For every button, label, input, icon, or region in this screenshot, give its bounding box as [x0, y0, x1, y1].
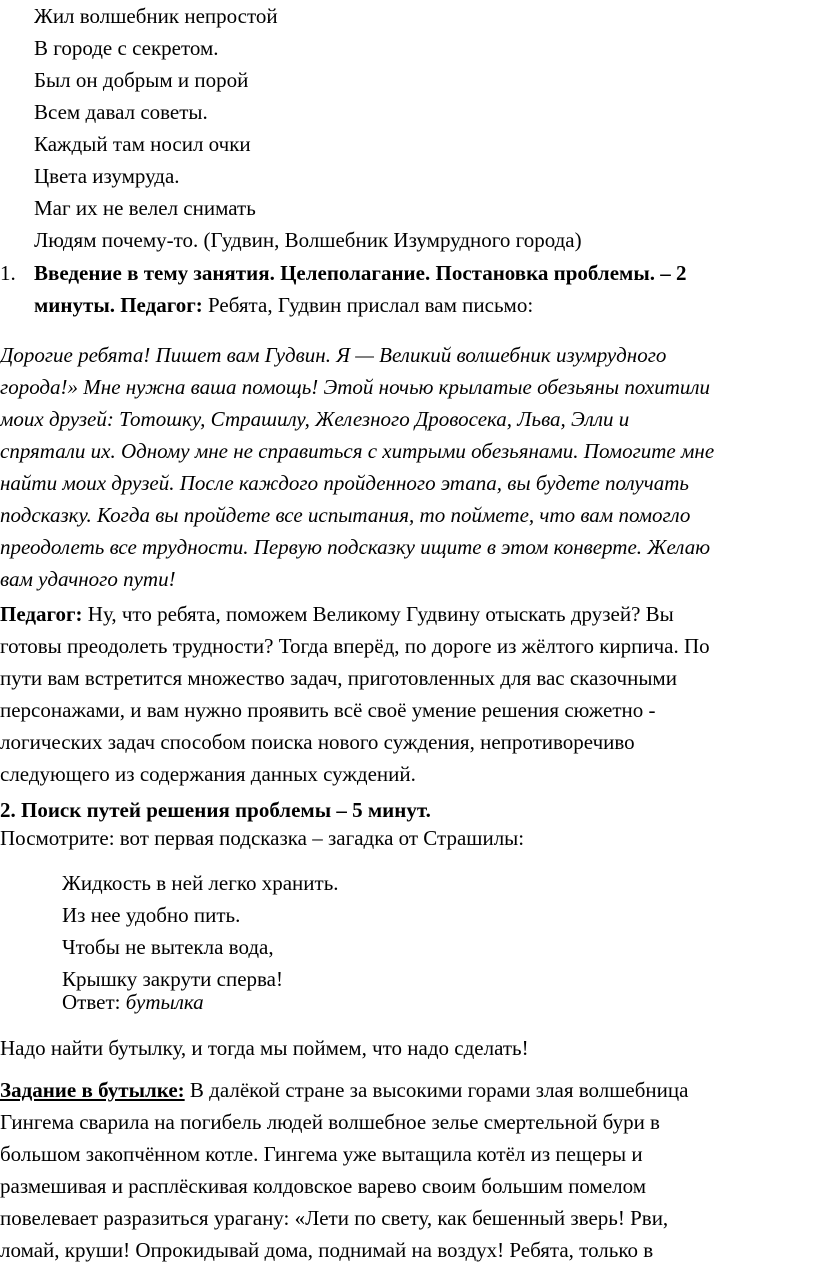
riddle-line: Чтобы не вытекла вода, [62, 935, 274, 959]
teacher-line: пути вам встретится множество задач, приготовленных для вас сказочными [0, 666, 677, 690]
poem-line: Цвета изумруда. [34, 164, 180, 188]
letter-line: вам удачного пути! [0, 567, 176, 591]
letter-line: спрятали их. Одному мне не справиться с хитрыми обезьянами. Помогите мне [0, 439, 715, 463]
riddle-line: Крышку закрути сперва! [62, 967, 283, 991]
task-label: Задание в бутылке: [0, 1078, 185, 1102]
poem-line: Жил волшебник непростой [34, 4, 278, 28]
teacher-label: минуты. Педагог: [34, 293, 203, 317]
letter-line: моих друзей: Тотошку, Страшилу, Железного Дровосека, Льва, Элли и [0, 407, 630, 431]
teacher-line: Педагог: Ну, что ребята, поможем Великому Гудвину отыскать друзей? Вы [0, 602, 674, 626]
answer-value: бутылка [125, 990, 204, 1014]
teacher-label: Педагог: [0, 602, 83, 626]
letter-line: Дорогие ребята! Пишет вам Гудвин. Я — Великий волшебник изумрудного [0, 343, 667, 367]
task-line: ломай, круши! Опрокидывай дома, поднимай на воздух! Ребята, только в [0, 1238, 654, 1262]
riddle-line: Из нее удобно пить. [62, 903, 241, 927]
section-1-line2 [34, 292, 533, 318]
poem-line: Маг их не велел снимать [34, 196, 256, 220]
section-1-text: Ребята, Гудвин прислал вам письмо: [202, 293, 534, 317]
letter-line: подсказку. Когда вы пройдете все испытания, то поймете, что вам помогло [0, 503, 691, 527]
list-number: 1. [0, 261, 16, 285]
task-line: большом закопчённом котле. Гингема уже вытащила котёл из пещеры и [0, 1142, 643, 1166]
section-1-heading: Введение в тему занятия. Целеполагание. Постановка проблемы. – 2 [34, 261, 687, 285]
poem-line: Каждый там носил очки [34, 132, 251, 156]
poem-line: Людям почему-то. (Гудвин, Волшебник Изумрудного города) [34, 228, 582, 252]
find-bottle-text: Надо найти бутылку, и тогда мы поймем, что надо сделать! [0, 1036, 529, 1060]
teacher-line: персонажами, и вам нужно проявить всё своё умение решения сюжетно - [0, 698, 656, 722]
task-line: Задание в бутылке: В далёкой стране за высокими горами злая волшебница [0, 1078, 689, 1102]
letter-line: города!» Мне нужна ваша помощь! Этой ночью крылатые обезьяны похитили [0, 375, 711, 399]
poem-line: Был он добрым и порой [34, 68, 249, 92]
poem-line: Всем давал советы. [34, 100, 208, 124]
teacher-line: готовы преодолеть трудности? Тогда вперёд, по дороге из жёлтого кирпича. По [0, 634, 710, 658]
section-2-heading: 2. Поиск путей решения проблемы – 5 минут. [0, 798, 431, 822]
teacher-line: логических задач способом поиска нового суждения, непротиворечиво [0, 730, 635, 754]
task-line: повелевает разразиться урагану: «Лети по свету, как бешенный зверь! Рви, [0, 1206, 669, 1230]
teacher-line: следующего из содержания данных суждений. [0, 762, 416, 786]
letter-line: преодолеть все трудности. Первую подсказку ищите в этом конверте. Желаю [0, 535, 711, 559]
riddle-answer: Ответ: бутылка [62, 990, 204, 1014]
riddle-line: Жидкость в ней легко хранить. [62, 871, 339, 895]
section-2-intro: Посмотрите: вот первая подсказка – загадка от Страшилы: [0, 826, 525, 850]
task-line: Гингема сварила на погибель людей волшебное зелье смертельной бури в [0, 1110, 660, 1134]
task-line: размешивая и расплёскивая колдовское варево своим большим помелом [0, 1174, 647, 1198]
poem-line: В городе с секретом. [34, 36, 219, 60]
letter-line: найти моих друзей. После каждого пройденного этапа, вы будете получать [0, 471, 689, 495]
